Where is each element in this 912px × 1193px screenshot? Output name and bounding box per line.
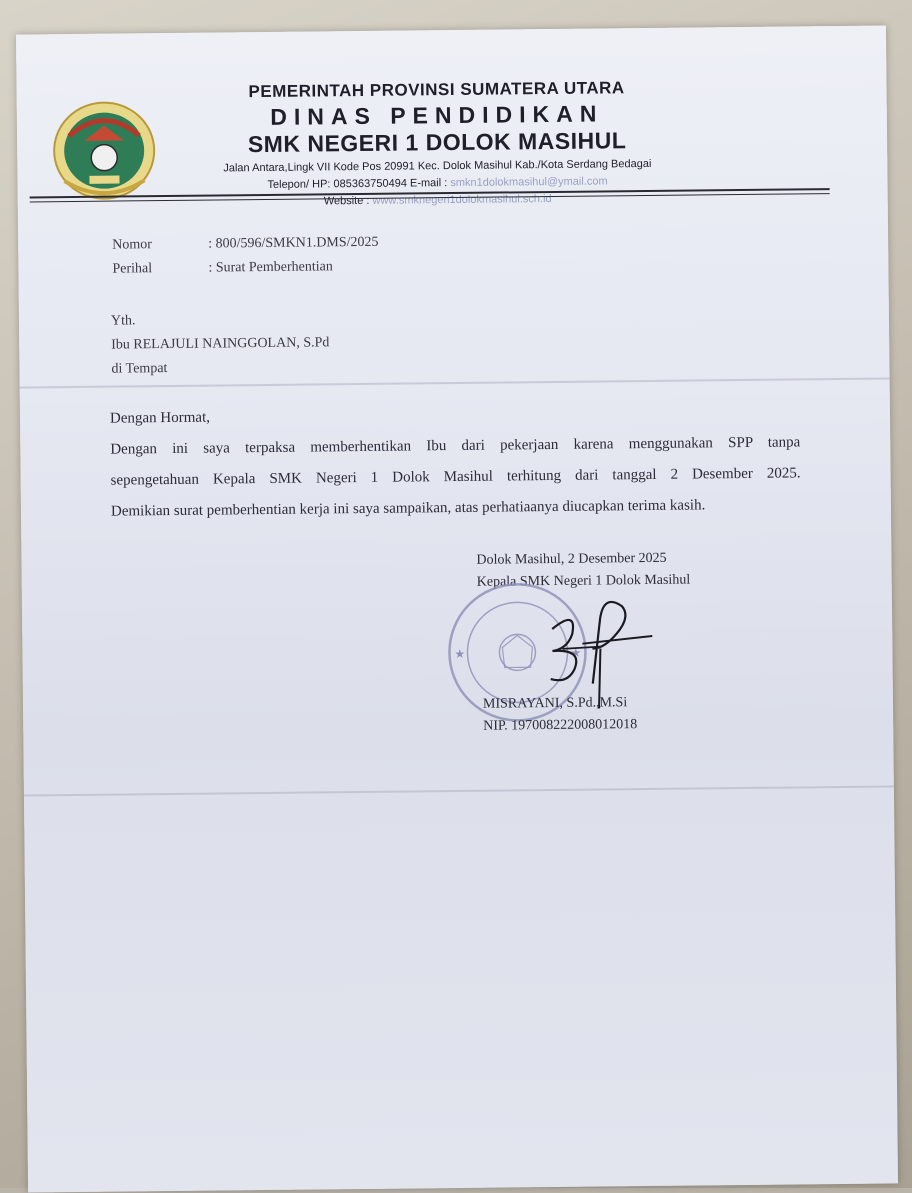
body-line: Demikian surat pemberhentian kerja ini saya sampaikan, atas perhatiaanya diucapkan terima kasih. bbox=[110, 497, 706, 520]
subject-value: : Surat Pemberhentian bbox=[208, 259, 333, 276]
school-name: SMK NEGERI 1 DOLOK MASIHUL bbox=[247, 127, 627, 158]
number-row bbox=[112, 231, 379, 258]
paper-fold bbox=[24, 785, 894, 796]
number-value: : 800/596/SMKN1.DMS/2025 bbox=[208, 234, 379, 252]
letter-paper bbox=[16, 25, 898, 1192]
school-address: Jalan Antara,Lingk VII Kode Pos 20991 Kec. Dolok Masihul Kab./Kota Serdang Bedagai bbox=[223, 157, 652, 175]
greeting: Dengan Hormat, bbox=[109, 409, 211, 427]
recipient-name: Ibu RELAJULI NAINGGOLAN, S.Pd bbox=[111, 335, 330, 353]
subject-label: Perihal bbox=[112, 261, 153, 277]
recipient-place: di Tempat bbox=[111, 361, 168, 377]
subject-row bbox=[112, 255, 379, 282]
svg-text:★: ★ bbox=[570, 645, 582, 660]
provincial-emblem-logo bbox=[49, 95, 160, 206]
signer-block bbox=[483, 692, 637, 738]
number-label: Nomor bbox=[112, 237, 152, 253]
department-name: DINAS PENDIDIKAN bbox=[270, 100, 604, 130]
phone-label: Telepon/ HP: 085363750494 E-mail : bbox=[267, 177, 448, 191]
handwritten-signature-icon bbox=[522, 588, 663, 709]
signer-position: Kepala SMK Negeri 1 Dolok Masihul bbox=[476, 572, 691, 590]
recipient-block bbox=[111, 307, 330, 381]
government-name: PEMERINTAH PROVINSI SUMATERA UTARA bbox=[248, 78, 625, 102]
email-link[interactable]: smkn1dolokmasihul@ymail.com bbox=[450, 175, 608, 190]
website-link[interactable]: www.smknegeri1dolokmasihul.sch.id bbox=[372, 192, 552, 207]
salutation: Yth. bbox=[110, 313, 136, 329]
body-line: sepengetahuan Kepala SMK Negeri 1 Dolok Masihul terhitung dari tanggal 2 Desember 2025. bbox=[110, 465, 801, 489]
svg-text:★: ★ bbox=[454, 646, 466, 662]
body-line: Dengan ini saya terpaksa memberhentikan Ibu dari pekerjaan karena menggunakan SPP tanpa bbox=[110, 434, 801, 458]
signer-nip: NIP. 197008222008012018 bbox=[483, 717, 638, 734]
letter-meta bbox=[112, 231, 379, 282]
website-label: Website : bbox=[323, 194, 370, 208]
signer-name: MISRAYANI, S.Pd.,M.Si bbox=[482, 695, 628, 712]
place-date: Dolok Masihul, 2 Desember 2025 bbox=[476, 550, 667, 568]
letter-body bbox=[110, 396, 801, 527]
